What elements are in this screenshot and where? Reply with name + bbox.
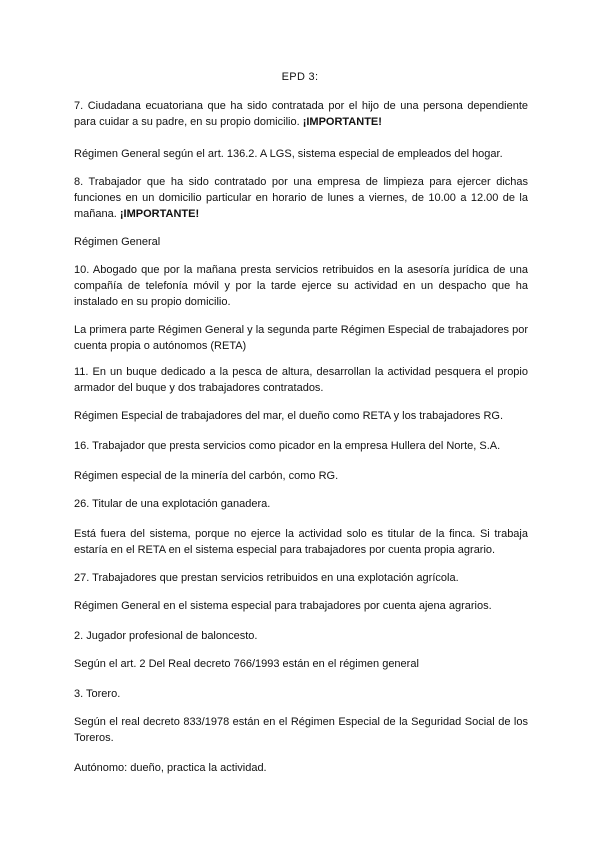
paragraph-item-3 <box>74 686 528 702</box>
paragraph-text: 10. Abogado que por la mañana presta servicios retribuidos en la asesoría jurídica de una compañía de telefonía móvil y por la tarde ejerce su actividad en un despacho que ha instalado en su propio domicilio. <box>74 264 528 308</box>
paragraph-answer-27 <box>74 598 528 614</box>
paragraph-item-10 <box>74 262 528 310</box>
paragraph-text: Autónomo: dueño, practica la actividad. <box>74 762 267 774</box>
document-title: EPD 3: <box>281 71 319 83</box>
paragraph-autonomo <box>74 760 528 776</box>
paragraph-item-26 <box>74 496 528 512</box>
paragraph-answer-8 <box>74 234 528 250</box>
paragraph-text: 11. En un buque dedicado a la pesca de altura, desarrollan la actividad pesquera el propio armador del buque y dos trabajadores contratados. <box>74 366 528 394</box>
paragraph-item-7 <box>74 98 528 130</box>
paragraph-item-16 <box>74 438 528 454</box>
paragraph-text: Régimen General en el sistema especial para trabajadores por cuenta ajena agrarios. <box>74 600 492 612</box>
paragraph-text: Según el art. 2 Del Real decreto 766/1993 están en el régimen general <box>74 658 419 670</box>
paragraph-answer-3 <box>74 714 528 746</box>
paragraph-answer-10 <box>74 322 528 354</box>
paragraph-answer-7 <box>74 146 528 162</box>
paragraph-text: Régimen General <box>74 236 161 248</box>
paragraph-text: 7. Ciudadana ecuatoriana que ha sido contratada por el hijo de una persona dependiente para cuidar a su padre, en su propio domicilio. <box>74 100 528 128</box>
paragraph-text: Según el real decreto 833/1978 están en el Régimen Especial de la Seguridad Social de los Toreros. <box>74 716 528 744</box>
paragraph-item-2 <box>74 628 528 644</box>
paragraph-text: Está fuera del sistema, porque no ejerce la actividad solo es titular de la finca. Si trabaja estaría en el RETA en el sistema especial para trabajadores por cuenta propia agrario. <box>74 528 528 556</box>
paragraph-text: Régimen General según el art. 136.2. A LGS, sistema especial de empleados del hogar. <box>74 148 503 160</box>
paragraph-text: 16. Trabajador que presta servicios como picador en la empresa Hullera del Norte, S.A. <box>74 440 501 452</box>
paragraph-text: 2. Jugador profesional de baloncesto. <box>74 630 258 642</box>
paragraph-text: 27. Trabajadores que prestan servicios retribuidos en una explotación agrícola. <box>74 572 459 584</box>
paragraph-item-27 <box>74 570 528 586</box>
paragraph-text: 8. Trabajador que ha sido contratado por una empresa de limpieza para ejercer dichas funciones en un domicilio particular en horario de lunes a viernes, de 10.00 a 12.00 de la mañana. <box>74 176 528 220</box>
paragraph-answer-11 <box>74 408 528 424</box>
paragraph-answer-26 <box>74 526 528 558</box>
paragraph-text: 3. Torero. <box>74 688 121 700</box>
important-flag: ¡IMPORTANTE! <box>119 208 200 220</box>
paragraph-item-8 <box>74 174 528 222</box>
important-flag: ¡IMPORTANTE! <box>302 116 382 128</box>
paragraph-text: La primera parte Régimen General y la segunda parte Régimen Especial de trabajadores por cuenta propia o autónomos (RETA) <box>74 324 528 352</box>
paragraph-text: Régimen Especial de trabajadores del mar, el dueño como RETA y los trabajadores RG. <box>74 410 504 422</box>
paragraph-text: Régimen especial de la minería del carbón, como RG. <box>74 470 339 482</box>
paragraph-item-11 <box>74 364 528 396</box>
paragraph-answer-2 <box>74 656 528 672</box>
paragraph-text: 26. Titular de una explotación ganadera. <box>74 498 271 510</box>
paragraph-answer-16 <box>74 468 528 484</box>
